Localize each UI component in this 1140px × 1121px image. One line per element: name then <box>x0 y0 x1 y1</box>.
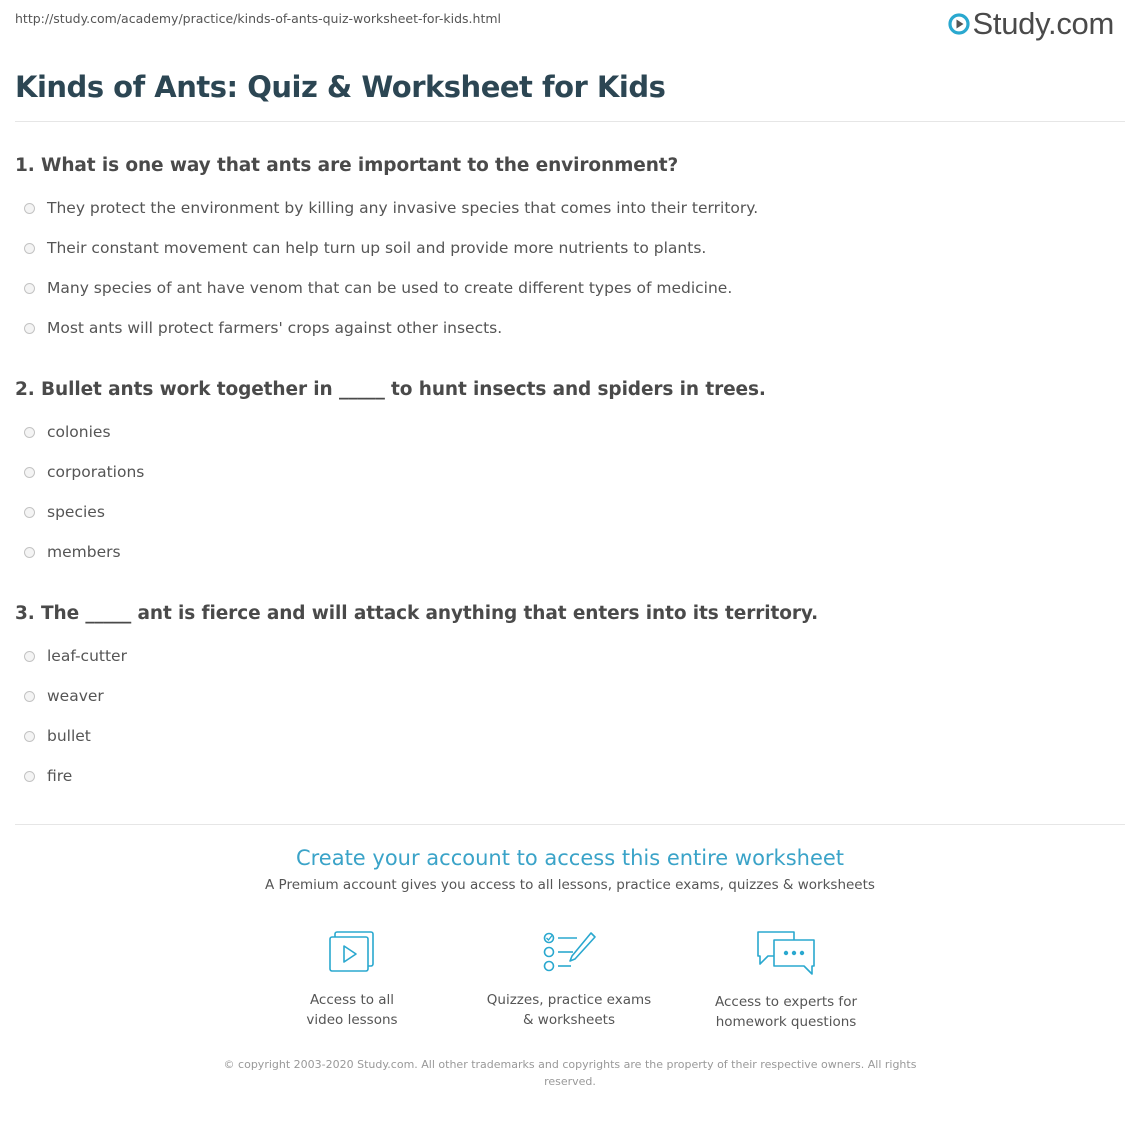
feature-experts <box>686 928 886 1032</box>
radio-button[interactable] <box>24 651 35 662</box>
answer-text: colonies <box>47 423 111 441</box>
radio-button[interactable] <box>24 731 35 742</box>
copyright-text: © copyright 2003-2020 Study.com. All other trademarks and copyrights are the property of their respective owners. All rights reserved. <box>223 1058 917 1088</box>
radio-button[interactable] <box>24 691 35 702</box>
page-title: Kinds of Ants: Quiz & Worksheet for Kids <box>15 70 666 104</box>
cta-divider <box>15 824 1125 825</box>
radio-button[interactable] <box>24 507 35 518</box>
radio-button[interactable] <box>24 203 35 214</box>
answer-option[interactable] <box>15 636 127 676</box>
question-1: 1. What is one way that ants are important to the environment? <box>15 155 679 176</box>
radio-button[interactable] <box>24 547 35 558</box>
feature-label: Quizzes, practice exams & worksheets <box>486 992 652 1028</box>
answer-option[interactable] <box>15 228 758 268</box>
answer-option[interactable] <box>15 308 758 348</box>
question-2-options <box>15 412 144 572</box>
answer-text: Many species of ant have venom that can be used to create different types of medicine. <box>47 279 733 297</box>
answer-option[interactable] <box>15 716 127 756</box>
feature-video-lessons <box>252 928 452 1030</box>
answer-option[interactable] <box>15 676 127 716</box>
answer-text: They protect the environment by killing any invasive species that comes into their territory. <box>47 199 759 217</box>
chat-bubbles-icon <box>754 928 818 978</box>
title-divider <box>15 121 1125 122</box>
video-lesson-icon <box>326 928 378 976</box>
page-url: http://study.com/academy/practice/kinds-of-ants-quiz-worksheet-for-kids.html <box>15 11 502 26</box>
feature-quizzes <box>469 928 669 1030</box>
question-3-options <box>15 636 127 796</box>
radio-button[interactable] <box>24 323 35 334</box>
cta-subtitle: A Premium account gives you access to all lessons, practice exams, quizzes & worksheets <box>265 877 875 893</box>
feature-label: Access to experts for homework questions <box>714 994 857 1030</box>
answer-text: weaver <box>47 687 104 705</box>
answer-option[interactable] <box>15 452 144 492</box>
study-logo[interactable] <box>948 6 1114 42</box>
logo-text: Study.com <box>972 6 1114 41</box>
answer-text: corporations <box>47 463 145 481</box>
play-circle-icon <box>948 13 970 35</box>
answer-option[interactable] <box>15 412 144 452</box>
answer-text: leaf-cutter <box>47 647 127 665</box>
copyright-footer <box>0 1056 1140 1090</box>
answer-option[interactable] <box>15 188 758 228</box>
answer-option[interactable] <box>15 492 144 532</box>
answer-text: fire <box>47 767 73 785</box>
answer-option[interactable] <box>15 532 144 572</box>
answer-text: bullet <box>47 727 91 745</box>
question-2: 2. Bullet ants work together in _____ to hunt insects and spiders in trees. <box>15 379 766 400</box>
answer-option[interactable] <box>15 756 127 796</box>
answer-option[interactable] <box>15 268 758 308</box>
answer-text: Most ants will protect farmers' crops against other insects. <box>47 319 503 337</box>
quiz-checklist-icon <box>539 928 599 976</box>
question-1-options <box>15 188 758 348</box>
answer-text: members <box>47 543 121 561</box>
radio-button[interactable] <box>24 243 35 254</box>
radio-button[interactable] <box>24 771 35 782</box>
answer-text: species <box>47 503 105 521</box>
feature-label: Access to all video lessons <box>306 992 398 1028</box>
create-account-link[interactable]: Create your account to access this entire worksheet <box>295 846 845 870</box>
radio-button[interactable] <box>24 467 35 478</box>
radio-button[interactable] <box>24 427 35 438</box>
question-3: 3. The _____ ant is fierce and will attack anything that enters into its territory. <box>15 603 819 624</box>
answer-text: Their constant movement can help turn up soil and provide more nutrients to plants. <box>47 239 707 257</box>
radio-button[interactable] <box>24 283 35 294</box>
